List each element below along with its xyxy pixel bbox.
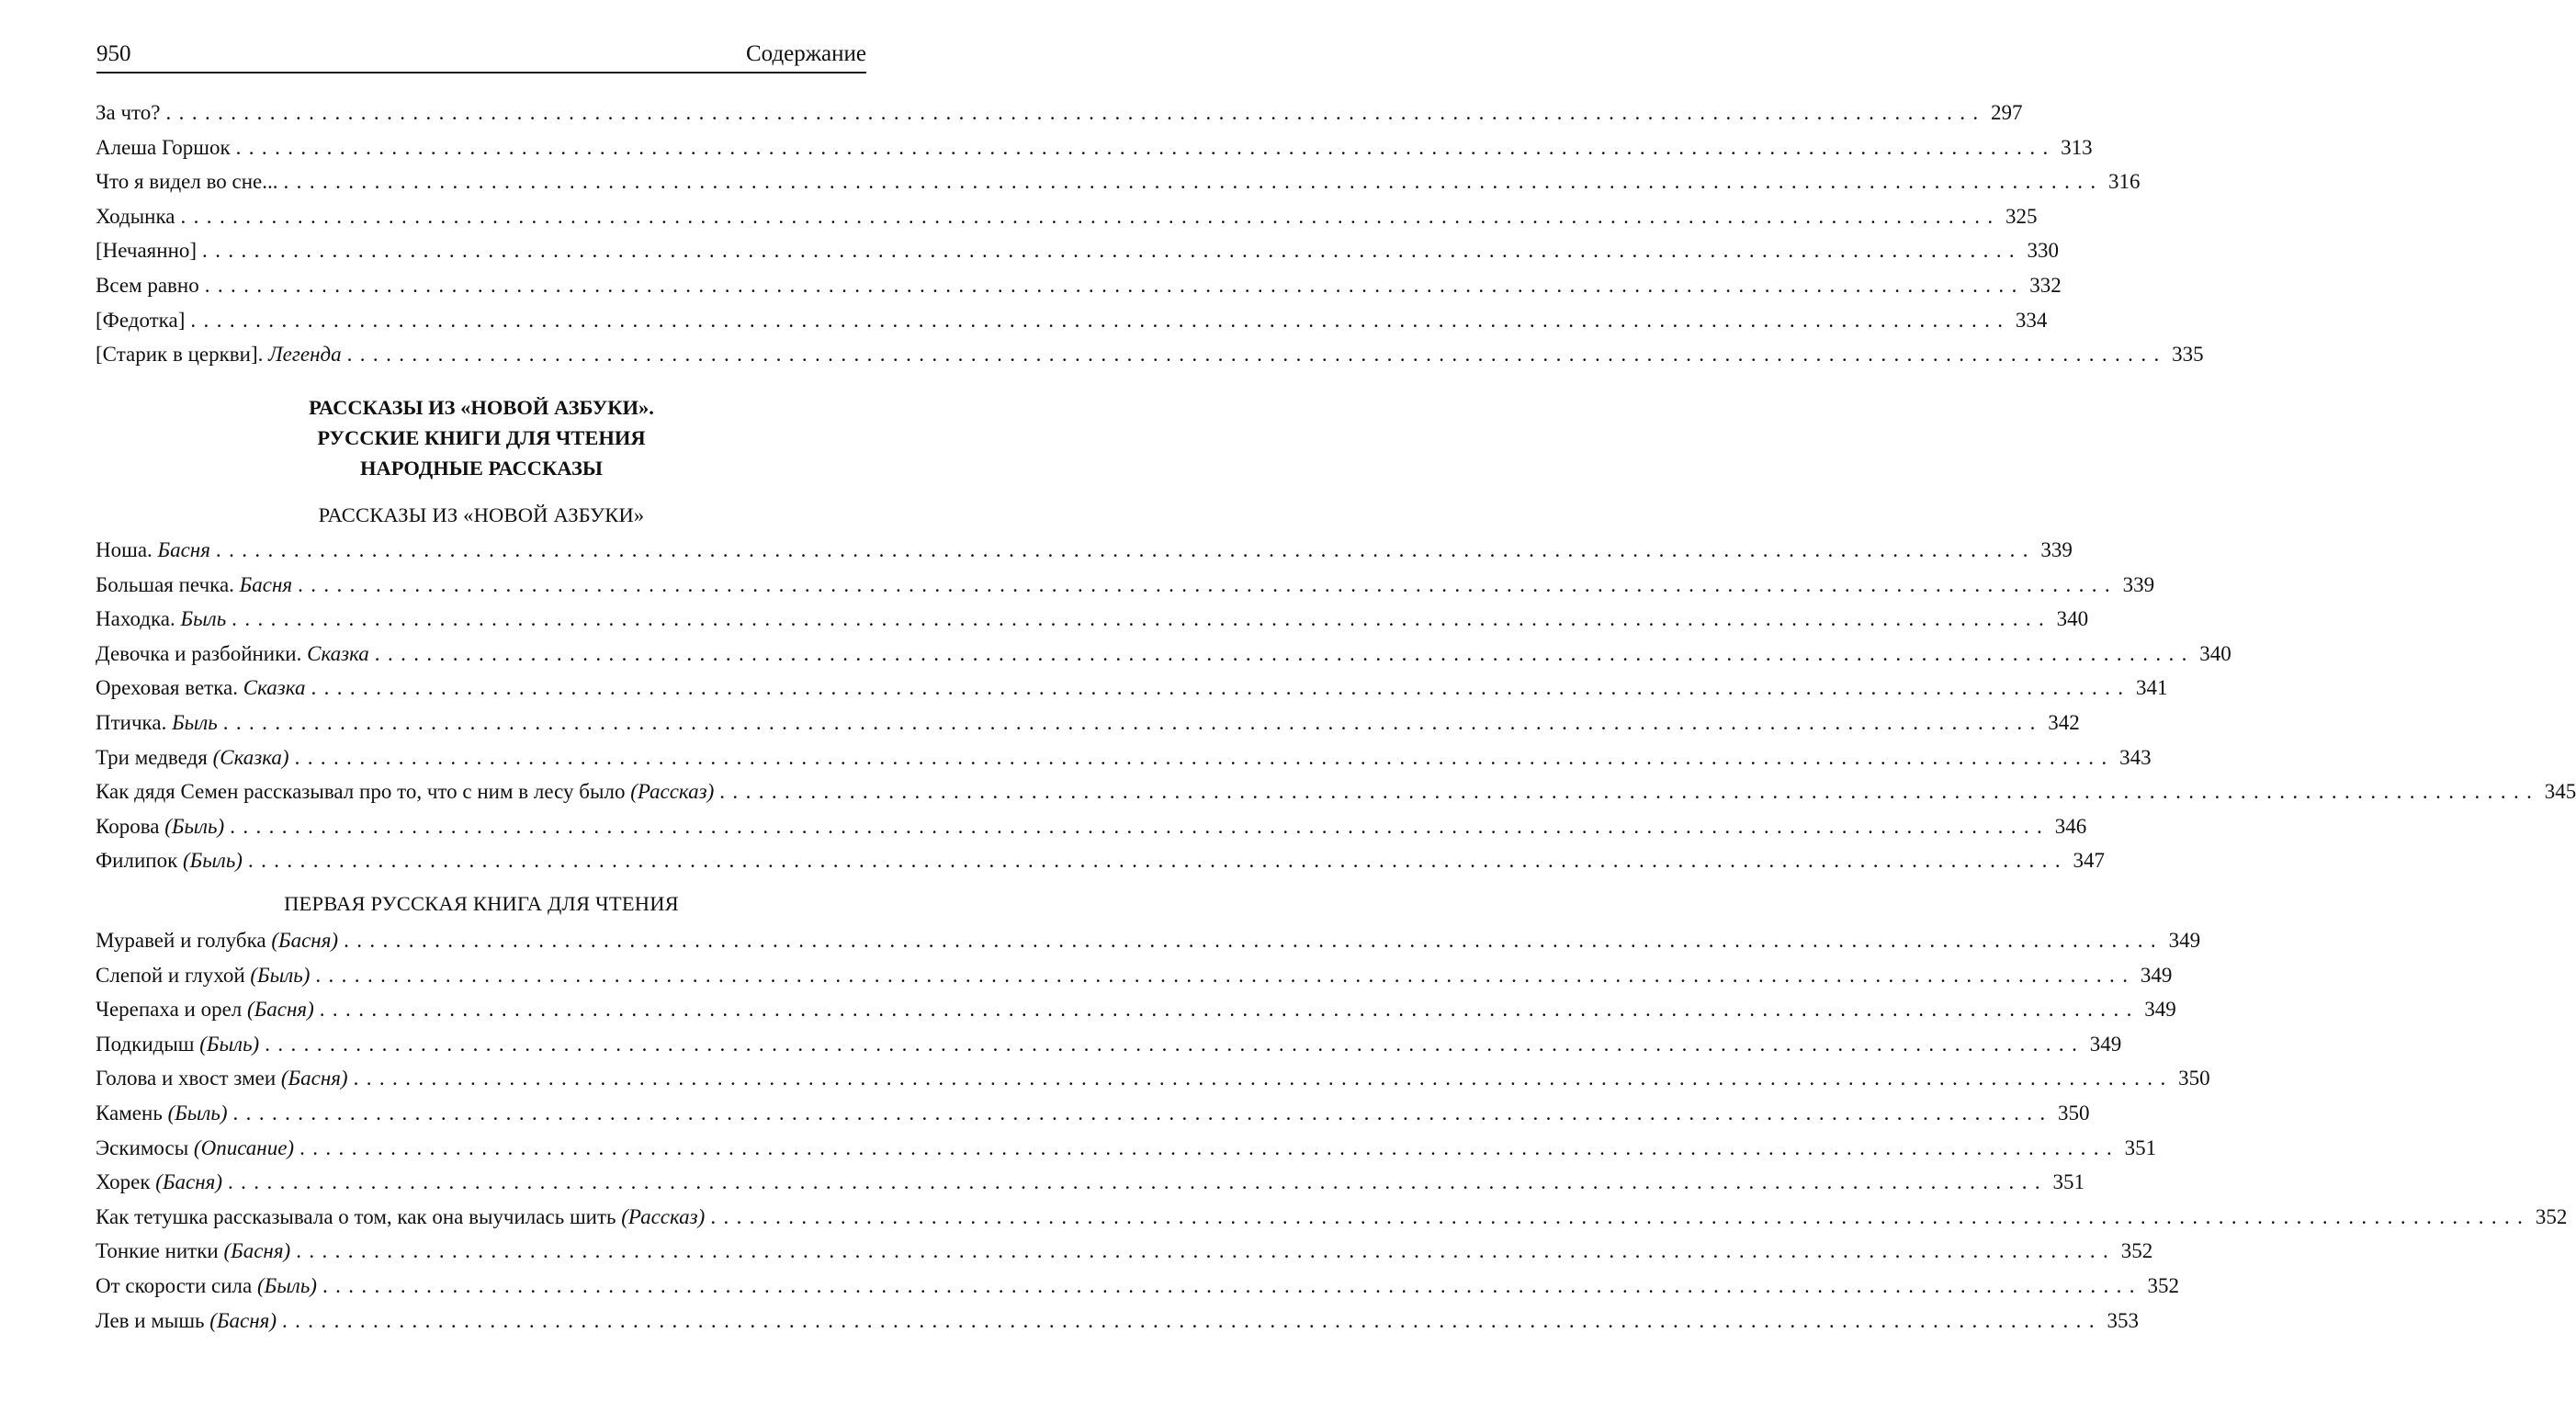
toc-entry <box>96 1200 2568 1235</box>
toc-entry-genre: (Басня) <box>223 1239 291 1263</box>
toc-entry-title-text: [Нечаянно] <box>96 239 198 263</box>
toc-entry-page: 352 <box>2147 1273 2179 1297</box>
toc-entry-title <box>96 1165 228 1200</box>
dot-leader: ............................................................................................................................................ <box>311 676 2131 700</box>
toc-entry <box>96 164 2141 199</box>
toc-entry-title-text: [Старик в церкви]. <box>96 343 264 367</box>
toc-entry-title-text: Корова <box>96 814 160 838</box>
toc-entry <box>96 1234 2153 1269</box>
dot-leader: ............................................................................................................................................ <box>719 780 2540 804</box>
toc-entry-page: 325 <box>2005 204 2038 228</box>
toc-entry-title-text: Черепаха и орел <box>96 998 243 1022</box>
toc-entry-page: 334 <box>2015 308 2048 332</box>
toc-entry-page: 332 <box>2029 273 2062 297</box>
toc-entry <box>96 533 2073 568</box>
toc-entry-title <box>96 1027 265 1062</box>
toc-entry-page: 340 <box>2056 607 2089 631</box>
toc-entry <box>96 96 2023 130</box>
toc-entry <box>96 706 2080 740</box>
toc-entry-genre: (Басня) <box>155 1170 222 1194</box>
toc-entry <box>96 671 2168 706</box>
dot-leader: ............................................................................................................................................ <box>374 641 2195 665</box>
toc-entry <box>96 1061 2210 1096</box>
toc-entry-title-text: Ноша. <box>96 538 153 561</box>
dot-leader: ............................................................................................................................................ <box>353 1067 2174 1090</box>
toc-entry-page: 339 <box>2122 572 2155 596</box>
toc-entry-page: 350 <box>2058 1101 2090 1124</box>
toc-entry-title-text: [Федотка] <box>96 308 186 332</box>
dot-leader: ............................................................................................................................................ <box>190 308 2011 332</box>
toc-entry-title <box>96 1131 299 1166</box>
toc-entry-title <box>96 533 216 568</box>
toc-entry <box>96 1304 2139 1339</box>
section-heading-line-3: НАРОДНЫЕ РАССКАЗЫ <box>360 457 603 480</box>
toc-entry <box>96 199 2038 234</box>
dot-leader: ............................................................................................................................................ <box>296 1239 2117 1263</box>
toc-entry-title-text: Подкидыш <box>96 1032 195 1056</box>
toc-entry-page: 353 <box>2107 1308 2139 1332</box>
dot-leader: ............................................................................................................................................ <box>322 1273 2142 1297</box>
toc-entry-page: 342 <box>2048 710 2080 734</box>
toc-entry-genre: Басня <box>239 572 293 596</box>
dot-leader: ............................................................................................................................................ <box>180 204 2001 228</box>
running-head <box>96 39 866 73</box>
toc-entry-genre: (Быль) <box>164 814 225 838</box>
toc-entry-title-text: Лев и мышь <box>96 1308 205 1332</box>
toc-entry-genre: (Басня) <box>209 1308 277 1332</box>
toc-entry-page: 343 <box>2119 745 2152 769</box>
toc-entry-title <box>96 1234 296 1269</box>
toc-entry <box>96 233 2060 268</box>
toc-entry-title-text: Находка. <box>96 607 175 631</box>
toc-entry-title <box>96 199 181 234</box>
toc-entry-page: 345 <box>2544 780 2576 804</box>
toc-entry-title <box>96 1096 233 1131</box>
toc-entry <box>96 1096 2090 1131</box>
toc-entry <box>96 774 2576 809</box>
dot-leader: ............................................................................................................................................ <box>165 101 1986 124</box>
toc-entry-genre: (Сказка) <box>212 745 289 769</box>
toc-entry-page: 351 <box>2052 1170 2085 1194</box>
toc-list-azbuka <box>96 533 2576 878</box>
toc-entry-title <box>96 923 344 958</box>
toc-entry-page: 352 <box>2535 1204 2568 1228</box>
toc-list-first-book <box>96 923 2568 1338</box>
section-heading-line-2: РУССКИЕ КНИГИ ДЛЯ ЧТЕНИЯ <box>317 426 646 449</box>
toc-entry <box>96 809 2087 844</box>
toc-entry-title-text: Тонкие нитки <box>96 1239 219 1263</box>
dot-leader: ............................................................................................................................................ <box>202 239 2023 263</box>
toc-entry-genre: Сказка <box>243 676 306 700</box>
dot-leader: ............................................................................................................................................ <box>281 1308 2102 1332</box>
running-head-title: Содержание <box>746 41 866 66</box>
toc-entry-title <box>96 602 232 637</box>
toc-entry-title-text: Что я видел во сне... <box>96 170 278 194</box>
toc-entry <box>96 843 2105 878</box>
toc-entry-genre: Легенда <box>268 343 342 367</box>
toc-entry-genre: (Быль) <box>167 1101 228 1124</box>
toc-entry <box>96 958 2173 993</box>
toc-entry-page: 339 <box>2040 538 2073 561</box>
toc-entry-page: 316 <box>2108 170 2141 194</box>
toc-list-intro <box>96 96 2204 372</box>
toc-entry-genre: (Рассказ) <box>621 1204 706 1228</box>
toc-entry-title <box>96 233 202 268</box>
toc-entry-genre: (Быль) <box>183 849 243 873</box>
toc-entry-title-text: Эскимосы <box>96 1135 189 1159</box>
subsection-heading-first-book: ПЕРВАЯ РУССКАЯ КНИГА ДЛЯ ЧТЕНИЯ <box>284 892 679 915</box>
toc-entry <box>96 1027 2122 1062</box>
dot-leader: ............................................................................................................................................ <box>298 572 2118 596</box>
toc-entry-title <box>96 1269 322 1304</box>
toc-entry <box>96 1269 2179 1304</box>
toc-entry <box>96 923 2201 958</box>
toc-entry-title-text: Всем равно <box>96 273 199 297</box>
toc-entry-page: 350 <box>2178 1067 2210 1090</box>
toc-entry-title <box>96 303 190 338</box>
toc-entry-page: 297 <box>1991 101 2023 124</box>
toc-entry-genre: (Быль) <box>250 963 311 987</box>
toc-entry-title <box>96 268 205 303</box>
toc-entry-title-text: Как дядя Семен рассказывал про то, что с ним в лесу было <box>96 780 626 804</box>
toc-entry-title <box>96 740 295 775</box>
toc-entry-title <box>96 809 230 844</box>
toc-entry <box>96 568 2155 603</box>
toc-entry-page: 351 <box>2124 1135 2157 1159</box>
toc-entry-genre: Басня <box>157 538 210 561</box>
dot-leader: ............................................................................................................................................ <box>319 998 2140 1022</box>
dot-leader: ............................................................................................................................................ <box>346 343 2167 367</box>
toc-entry-page: 313 <box>2061 135 2093 159</box>
dot-leader: ............................................................................................................................................ <box>299 1135 2120 1159</box>
toc-entry-genre: (Быль) <box>199 1032 260 1056</box>
toc-entry-title <box>96 337 347 372</box>
toc-entry-genre: Быль <box>180 607 227 631</box>
dot-leader: ............................................................................................................................................ <box>235 135 2056 159</box>
toc-entry-genre: (Басня) <box>247 998 314 1022</box>
toc-entry-title-text: Как тетушка рассказывала о том, как она выучилась шить <box>96 1204 616 1228</box>
dot-leader: ............................................................................................................................................ <box>222 710 2043 734</box>
dot-leader: ............................................................................................................................................ <box>232 1101 2053 1124</box>
toc-entry-genre: (Басня) <box>280 1067 348 1090</box>
toc-entry-title <box>96 1061 354 1096</box>
dot-leader: ............................................................................................................................................ <box>265 1032 2085 1056</box>
toc-entry <box>96 992 2176 1027</box>
toc-entry <box>96 337 2204 372</box>
toc-entry-title <box>96 637 375 672</box>
toc-entry <box>96 740 2152 775</box>
toc-entry-genre: (Быль) <box>256 1273 317 1297</box>
toc-entry-page: 346 <box>2054 814 2087 838</box>
toc-entry-title-text: Голова и хвост змеи <box>96 1067 277 1090</box>
dot-leader: ............................................................................................................................................ <box>315 963 2136 987</box>
toc-entry-page: 347 <box>2073 849 2105 873</box>
toc-entry-title <box>96 992 320 1027</box>
toc-entry-title-text: Ореховая ветка. <box>96 676 239 700</box>
toc-entry <box>96 268 2062 303</box>
toc-entry-title <box>96 568 298 603</box>
toc-entry-title-text: Алеша Горшок <box>96 135 231 159</box>
toc-entry-page: 352 <box>2120 1239 2153 1263</box>
toc-entry-title <box>96 706 223 740</box>
toc-entry-title-text: Девочка и разбойники. <box>96 641 302 665</box>
toc-entry-page: 349 <box>2144 998 2176 1022</box>
toc-entry-title <box>96 164 284 199</box>
toc-entry-page: 330 <box>2027 239 2060 263</box>
dot-leader: ............................................................................................................................................ <box>710 1204 2531 1228</box>
toc-entry-genre: Сказка <box>307 641 369 665</box>
dot-leader: ............................................................................................................................................ <box>247 849 2068 873</box>
toc-entry-title-text: Слепой и глухой <box>96 963 245 987</box>
toc-entry-page: 349 <box>2140 963 2173 987</box>
toc-entry <box>96 637 2231 672</box>
toc-entry <box>96 303 2048 338</box>
toc-entry-title <box>96 774 719 809</box>
toc-entry-title-text: За что? <box>96 101 161 124</box>
toc-entry-title <box>96 843 248 878</box>
toc-entry-title-text: Большая печка. <box>96 572 234 596</box>
toc-entry-page: 335 <box>2172 343 2204 367</box>
toc-entry-page: 341 <box>2135 676 2168 700</box>
toc-entry-page: 340 <box>2199 641 2231 665</box>
toc-entry <box>96 1165 2085 1200</box>
toc-entry <box>96 130 2093 165</box>
toc-entry-genre: (Описание) <box>193 1135 295 1159</box>
toc-entry-title-text: Птичка. <box>96 710 167 734</box>
toc-entry-title-text: Камень <box>96 1101 163 1124</box>
toc-entry-genre: (Басня) <box>271 929 339 952</box>
toc-entry-title-text: Три медведя <box>96 745 208 769</box>
dot-leader: ............................................................................................................................................ <box>228 1170 2048 1194</box>
dot-leader: ............................................................................................................................................ <box>215 538 2036 561</box>
toc-entry <box>96 1131 2157 1166</box>
toc-entry-genre: Быль <box>172 710 218 734</box>
toc-entry-title-text: От скорости сила <box>96 1273 253 1297</box>
toc-entry-title <box>96 1200 710 1235</box>
toc-entry-title-text: Хорек <box>96 1170 151 1194</box>
toc-entry-genre: (Рассказ) <box>630 780 715 804</box>
toc-entry <box>96 602 2089 637</box>
toc-entry-title <box>96 671 311 706</box>
toc-entry-title <box>96 1304 282 1339</box>
toc-entry-title <box>96 958 315 993</box>
page-number: 950 <box>96 41 131 66</box>
toc-entry-title-text: Филипок <box>96 849 178 873</box>
toc-entry-title-text: Ходынка <box>96 204 175 228</box>
dot-leader: ............................................................................................................................................ <box>294 745 2115 769</box>
dot-leader: ............................................................................................................................................ <box>232 607 2052 631</box>
toc-entry-page: 349 <box>2089 1032 2122 1056</box>
toc-entry-title <box>96 96 166 130</box>
dot-leader: ............................................................................................................................................ <box>230 814 2051 838</box>
toc-entry-title-text: Муравей и голубка <box>96 929 266 952</box>
dot-leader: ............................................................................................................................................ <box>204 273 2025 297</box>
dot-leader: ............................................................................................................................................ <box>283 170 2104 194</box>
toc-entry-title <box>96 130 236 165</box>
section-heading-line-1: РАССКАЗЫ ИЗ «НОВОЙ АЗБУКИ». <box>309 396 654 419</box>
dot-leader: ............................................................................................................................................ <box>344 929 2164 952</box>
subsection-heading-azbuka: РАССКАЗЫ ИЗ «НОВОЙ АЗБУКИ» <box>318 503 645 526</box>
toc-entry-page: 349 <box>2168 929 2201 952</box>
